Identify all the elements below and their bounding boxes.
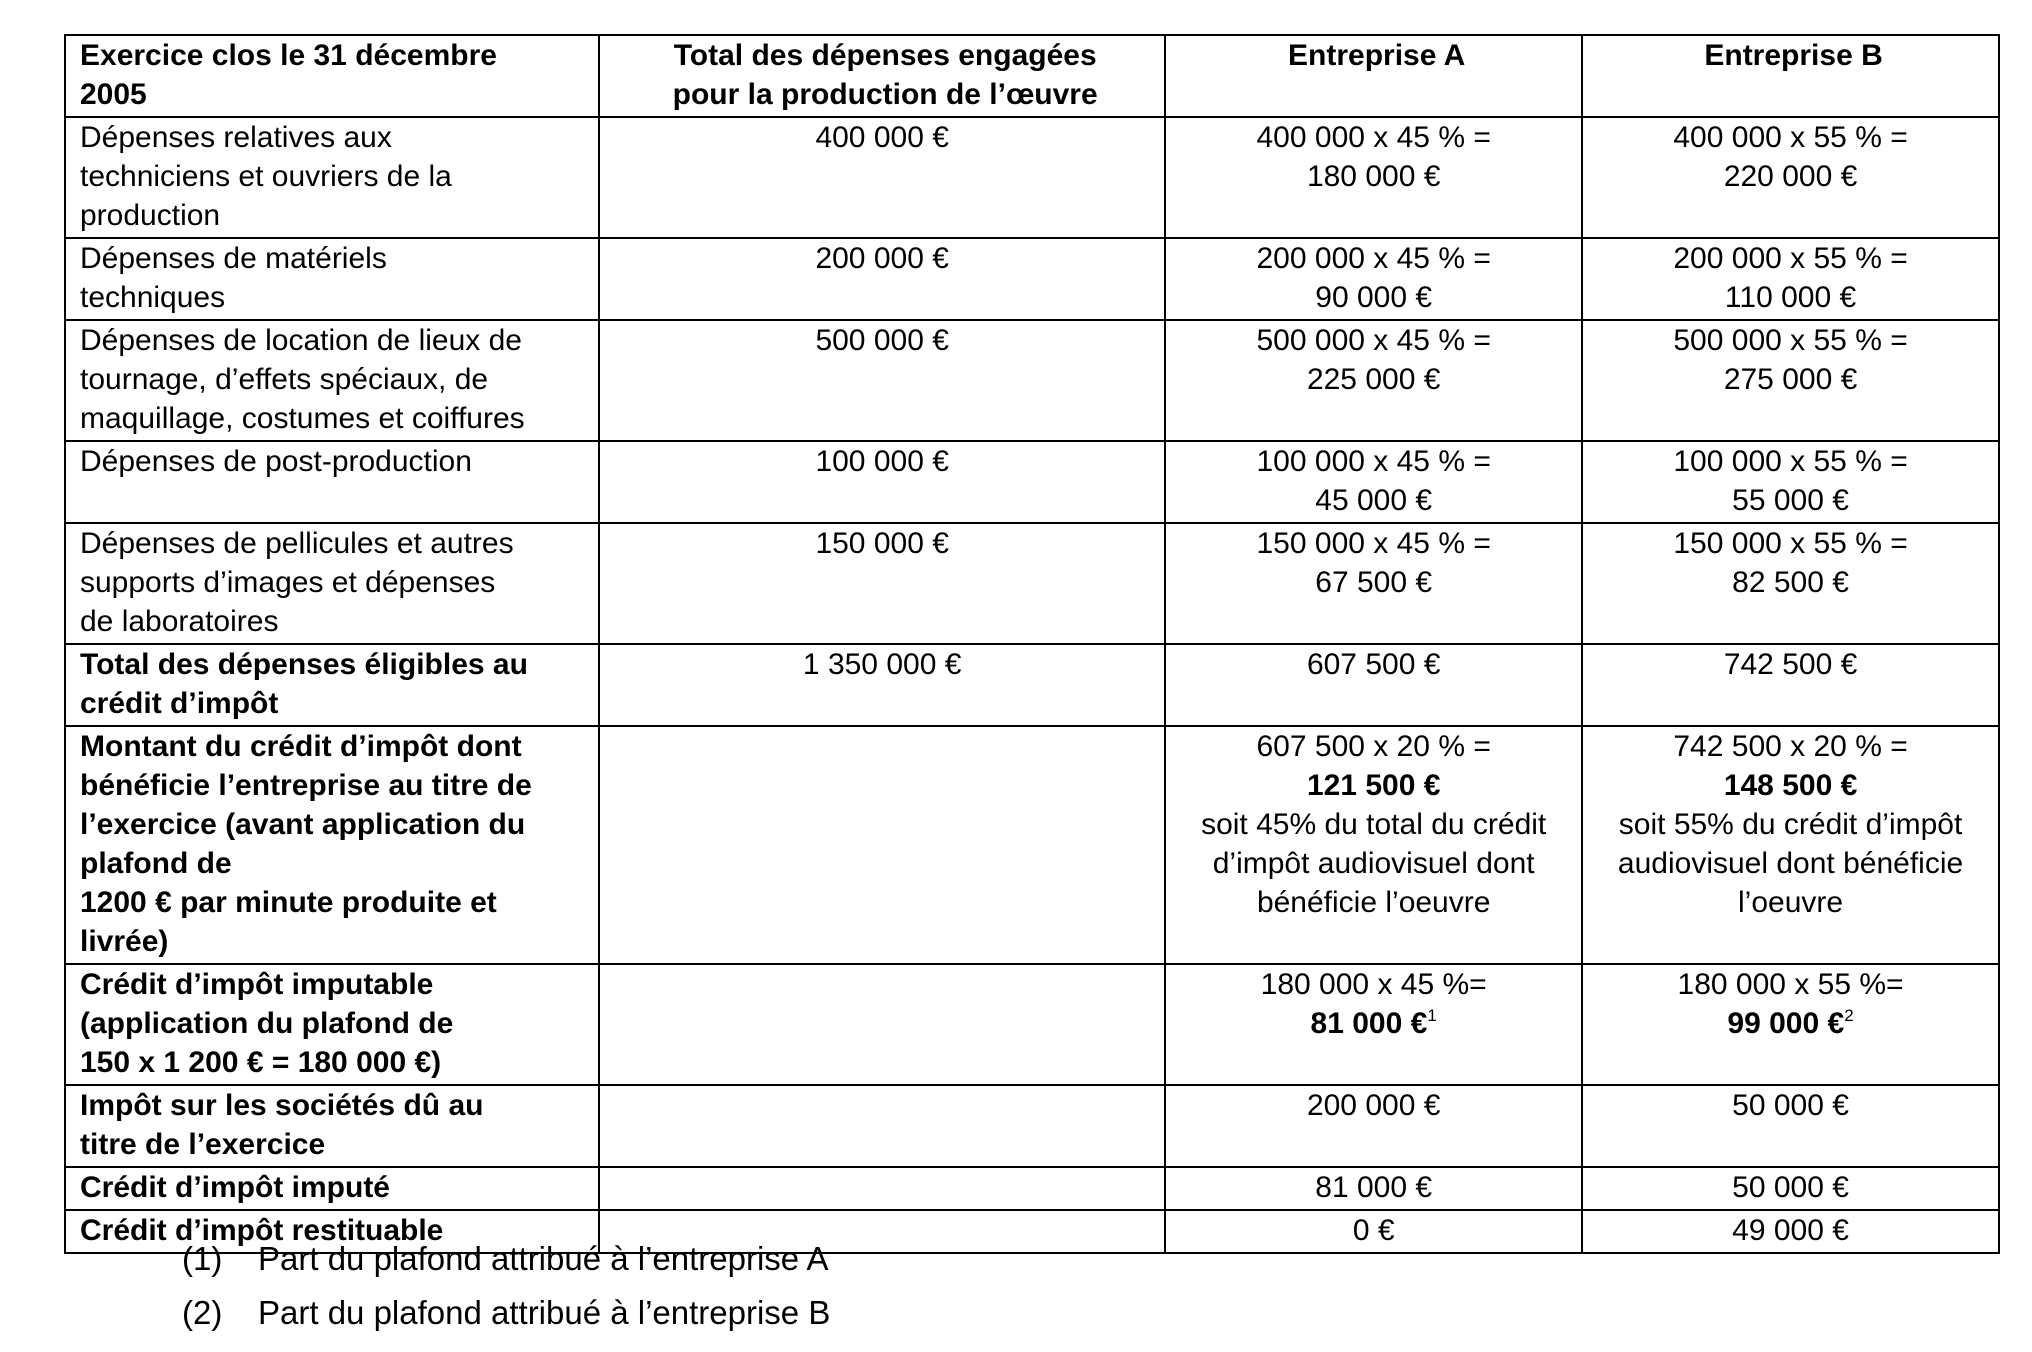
total-eligible-label: Total des dépenses éligibles au crédit d’impôt [65,644,599,726]
row-company-b: 200 000 x 55 % = 110 000 € [1582,238,1999,320]
footnote-number: (2) [182,1294,223,1331]
footnote-1 [182,1232,830,1286]
header-row [65,35,1999,117]
is-due-company-b: 50 000 € [1582,1085,1999,1167]
credit-amount-row [65,726,1999,964]
table-row [65,238,1999,320]
credit-impute-row [65,1167,1999,1210]
credit-restituable-company-a: 0 € [1165,1210,1582,1253]
row-total: 200 000 € [599,238,1165,320]
credit-impute-total [599,1167,1165,1210]
total-eligible-total: 1 350 000 € [599,644,1165,726]
row-total: 100 000 € [599,441,1165,523]
credit-imputable-label: Crédit d’impôt imputable (application du plafond de 150 x 1 200 € = 180 000 €) [65,964,599,1085]
footnote-ref-1: 1 [1427,1006,1437,1025]
is-due-total [599,1085,1165,1167]
header-total-expenses: Total des dépenses engagées pour la production de l’œuvre [599,35,1165,117]
row-company-b: 400 000 x 55 % = 220 000 € [1582,117,1999,238]
row-label: Dépenses de post-production [65,441,599,523]
total-eligible-row [65,644,1999,726]
row-label: Dépenses de matériels techniques [65,238,599,320]
is-due-label: Impôt sur les sociétés dû au titre de l’exercice [65,1085,599,1167]
footnote-ref-2: 2 [1844,1006,1854,1025]
row-total: 400 000 € [599,117,1165,238]
credit-amount-total [599,726,1165,964]
table-row [65,320,1999,441]
row-label: Dépenses de location de lieux de tournage, d’effets spéciaux, de maquillage, costumes et coiffures [65,320,599,441]
footnote-2 [182,1286,830,1340]
total-eligible-company-b: 742 500 € [1582,644,1999,726]
credit-imputable-row [65,964,1999,1085]
row-company-a: 400 000 x 45 % = 180 000 € [1165,117,1582,238]
row-company-b: 150 000 x 55 % = 82 500 € [1582,523,1999,644]
is-due-row [65,1085,1999,1167]
row-label: Dépenses relatives aux techniciens et ouvriers de la production [65,117,599,238]
row-total: 150 000 € [599,523,1165,644]
is-due-company-a: 200 000 € [1165,1085,1582,1167]
credit-imputable-a-value: 81 000 € [1310,1007,1428,1040]
table-row [65,441,1999,523]
footnote-text: Part du plafond attribué à l’entreprise A [258,1240,829,1277]
credit-imputable-company-b: 180 000 x 55 %= 99 000 €$^2$ [1582,964,1999,1085]
credit-amount-company-a: 607 500 x 20 % = 121 500 € soit 45% du total du crédit d’impôt audiovisuel dont bénéficie l’oeuvre [1165,726,1582,964]
credit-amount-company-b: 742 500 x 20 % = 148 500 € soit 55% du crédit d’impôt audiovisuel dont bénéficie l’oeuvre [1582,726,1999,964]
row-company-a: 200 000 x 45 % = 90 000 € [1165,238,1582,320]
credit-impute-company-b: 50 000 € [1582,1167,1999,1210]
credit-imputable-b-value: 99 000 € [1727,1007,1845,1040]
row-label: Dépenses de pellicules et autres supports d’images et dépenses de laboratoires [65,523,599,644]
credit-restituable-company-b: 49 000 € [1582,1210,1999,1253]
credit-amount-label: Montant du crédit d’impôt dont bénéficie l’entreprise au titre de l’exercice (avant application du plafond de 1200 € par minute produite et livrée) [65,726,599,964]
row-company-a: 500 000 x 45 % = 225 000 € [1165,320,1582,441]
row-company-b: 500 000 x 55 % = 275 000 € [1582,320,1999,441]
header-company-b: Entreprise B [1582,35,1999,117]
total-eligible-company-a: 607 500 € [1165,644,1582,726]
credit-imputable-total [599,964,1165,1085]
table-row [65,523,1999,644]
row-company-b: 100 000 x 55 % = 55 000 € [1582,441,1999,523]
tax-credit-table [64,34,2000,1254]
credit-impute-company-a: 81 000 € [1165,1167,1582,1210]
header-company-a: Entreprise A [1165,35,1582,117]
footnotes [182,1232,830,1340]
footnote-text: Part du plafond attribué à l’entreprise B [258,1294,831,1331]
row-company-a: 150 000 x 45 % = 67 500 € [1165,523,1582,644]
credit-restituable-label: Crédit d’impôt restituable [65,1210,599,1253]
row-total: 500 000 € [599,320,1165,441]
footnote-number: (1) [182,1240,223,1277]
credit-impute-label: Crédit d’impôt imputé [65,1167,599,1210]
header-fiscal-year: Exercice clos le 31 décembre 2005 [65,35,599,117]
table-row [65,117,1999,238]
credit-imputable-company-a: 180 000 x 45 %= 81 000 €$^1$ [1165,964,1582,1085]
row-company-a: 100 000 x 45 % = 45 000 € [1165,441,1582,523]
